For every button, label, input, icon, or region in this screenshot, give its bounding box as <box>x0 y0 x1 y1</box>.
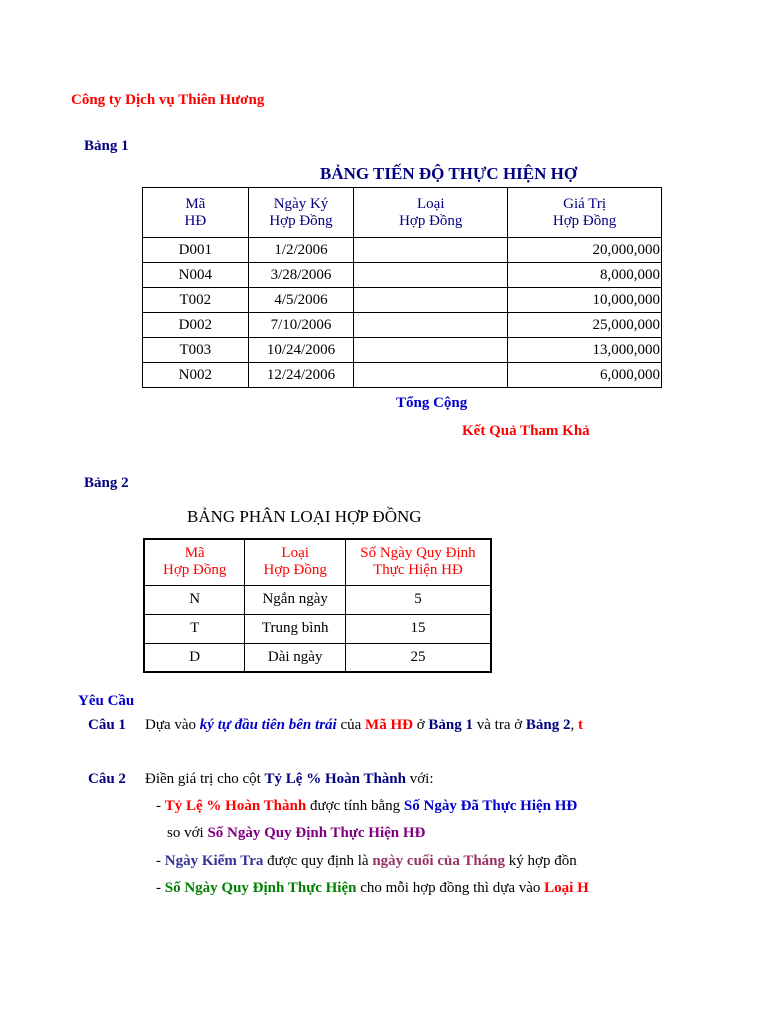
header-cell: Giá Trị Hợp Đồng <box>508 188 662 238</box>
requirements-heading: Yêu Cầu <box>78 693 135 709</box>
table2-header-row <box>144 539 491 585</box>
question2-line4: - Số Ngày Quy Định Thực Hiện cho mỗi hợp đồng thì dựa vào Loại H <box>156 880 589 896</box>
contract-value-cell: 8,000,000 <box>508 263 662 288</box>
contract-code-cell: T003 <box>143 338 249 363</box>
sign-date-cell: 7/10/2006 <box>248 313 354 338</box>
contract-progress-table <box>142 187 662 388</box>
type-name-cell: Ngắn ngày <box>245 585 345 614</box>
table1-header-row <box>143 188 662 238</box>
table2-title: BẢNG PHÂN LOẠI HỢP ĐỒNG <box>187 507 422 526</box>
contract-type-cell <box>354 263 508 288</box>
contract-type-cell <box>354 313 508 338</box>
reference-result-label: Kết Quả Tham Khả <box>462 423 590 439</box>
contract-value-cell: 25,000,000 <box>508 313 662 338</box>
table-row <box>143 288 662 313</box>
type-code-cell: T <box>144 614 245 643</box>
contract-type-cell <box>354 288 508 313</box>
question2-line3: - Ngày Kiểm Tra được quy định là ngày cuối của Tháng ký hợp đồn <box>156 853 577 869</box>
question1-label: Câu 1 <box>88 717 126 733</box>
header-cell: Mã Hợp Đồng <box>144 539 245 585</box>
table1-title: BẢNG TIẾN ĐỘ THỰC HIỆN HỢ <box>320 164 578 183</box>
table-row <box>143 313 662 338</box>
question1-text: Dựa vào ký tự đầu tiên bên trái của Mã HĐ ở Bảng 1 và tra ở Bảng 2, t <box>145 717 584 733</box>
header-cell: Loại Hợp Đồng <box>354 188 508 238</box>
total-label: Tổng Cộng <box>396 395 468 411</box>
type-code-cell: N <box>144 585 245 614</box>
sign-date-cell: 10/24/2006 <box>248 338 354 363</box>
contract-type-cell <box>354 338 508 363</box>
sign-date-cell: 3/28/2006 <box>248 263 354 288</box>
sign-date-cell: 4/5/2006 <box>248 288 354 313</box>
required-days-cell: 25 <box>345 643 491 672</box>
contract-value-cell: 6,000,000 <box>508 363 662 388</box>
question2-label: Câu 2 <box>88 771 126 787</box>
contract-code-cell: N002 <box>143 363 249 388</box>
contract-code-cell: D001 <box>143 238 249 263</box>
contract-type-cell <box>354 363 508 388</box>
contract-classification-table <box>143 538 492 673</box>
contract-type-cell <box>354 238 508 263</box>
type-name-cell: Dài ngày <box>245 643 345 672</box>
question2-line2: so với Số Ngày Quy Định Thực Hiện HĐ <box>167 825 426 841</box>
table-row <box>144 643 491 672</box>
contract-code-cell: D002 <box>143 313 249 338</box>
table-row <box>143 238 662 263</box>
table-row <box>144 614 491 643</box>
table2-label: Bảng 2 <box>84 475 129 491</box>
sign-date-cell: 12/24/2006 <box>248 363 354 388</box>
sign-date-cell: 1/2/2006 <box>248 238 354 263</box>
contract-value-cell: 20,000,000 <box>508 238 662 263</box>
header-cell: Loại Hợp Đồng <box>245 539 345 585</box>
type-name-cell: Trung bình <box>245 614 345 643</box>
header-cell: Mã HĐ <box>143 188 249 238</box>
header-cell: Số Ngày Quy Định Thực Hiện HĐ <box>345 539 491 585</box>
contract-value-cell: 10,000,000 <box>508 288 662 313</box>
contract-code-cell: T002 <box>143 288 249 313</box>
required-days-cell: 15 <box>345 614 491 643</box>
table-row <box>143 363 662 388</box>
contract-code-cell: N004 <box>143 263 249 288</box>
required-days-cell: 5 <box>345 585 491 614</box>
table-row <box>143 338 662 363</box>
table-row <box>144 585 491 614</box>
table1-label: Bảng 1 <box>84 138 129 154</box>
table-row <box>143 263 662 288</box>
company-name: Công ty Dịch vụ Thiên Hương <box>71 92 265 108</box>
question2-line1: - Tỷ Lệ % Hoàn Thành được tính bằng Số Ngày Đã Thực Hiện HĐ <box>156 798 578 814</box>
type-code-cell: D <box>144 643 245 672</box>
contract-value-cell: 13,000,000 <box>508 338 662 363</box>
question2-intro: Điền giá trị cho cột Tỷ Lệ % Hoàn Thành với: <box>145 771 434 787</box>
header-cell: Ngày Ký Hợp Đồng <box>248 188 354 238</box>
